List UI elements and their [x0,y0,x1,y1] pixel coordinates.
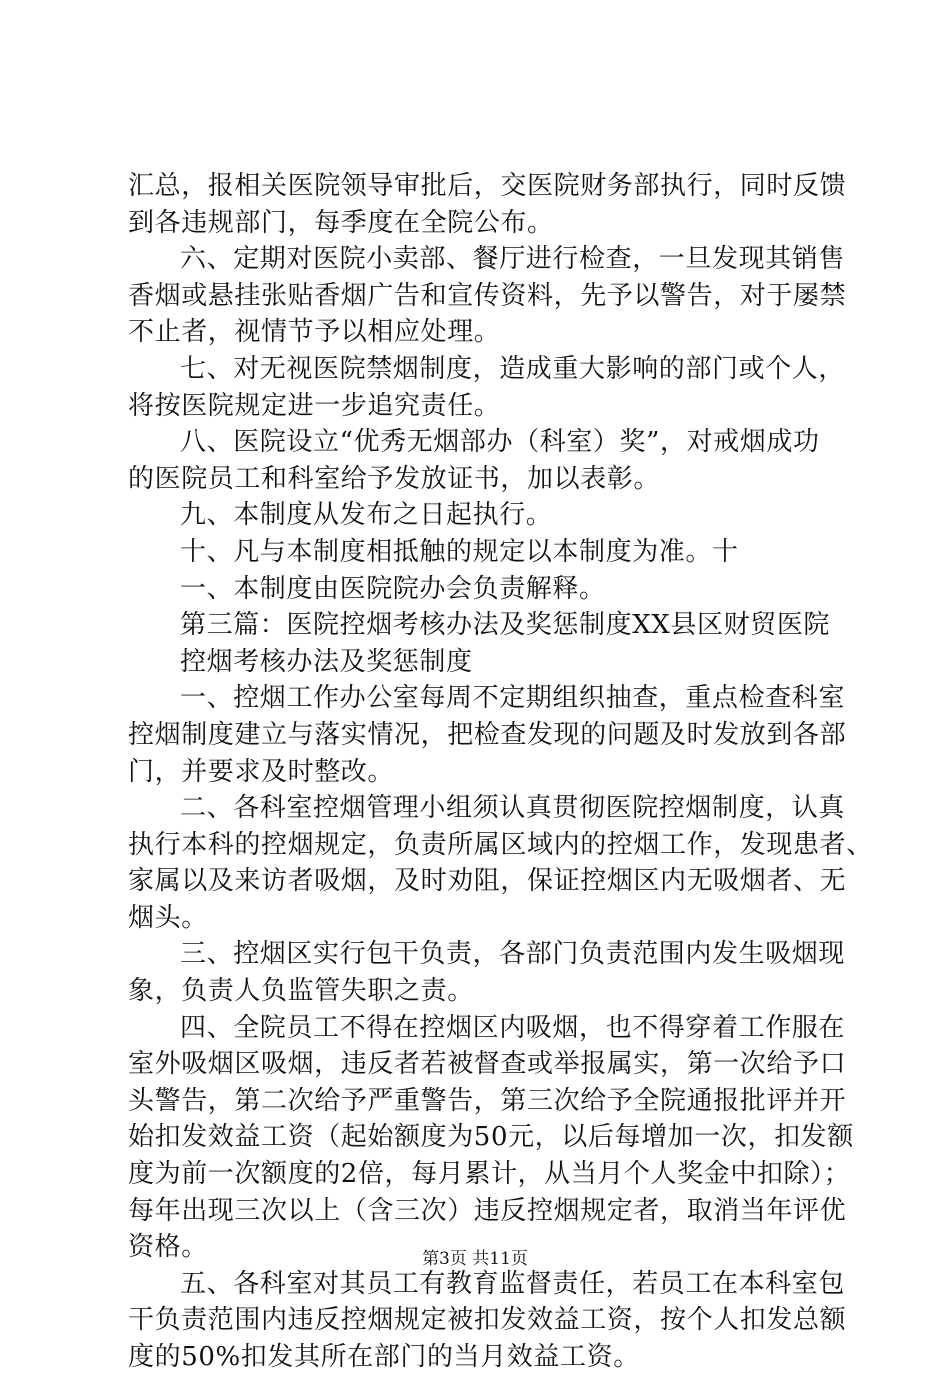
text-line: 烟头。 [128,902,208,933]
text-line: 象，负责人负监管失职之责。 [128,976,474,1007]
text-line: 到各违规部门，每季度在全院公布。 [128,207,554,238]
text-line: 头警告，第二次给予严重警告，第三次给予全院通报批评并开 [128,1085,847,1116]
text-line: 十、凡与本制度相抵触的规定以本制度为准。十 [180,536,739,567]
document-body [128,168,873,1376]
text-line: 将按医院规定进一步追究责任。 [128,390,501,421]
section-heading: 控烟考核办法及奖惩制度 [180,646,473,677]
section-heading: 第三篇：医院控烟考核办法及奖惩制度XX县区财贸医院 [180,610,831,641]
text-line: 香烟或悬挂张贴香烟广告和宣传资料，先予以警告，对于屡禁 [128,280,847,311]
text-line: 六、定期对医院小卖部、餐厅进行检查，一旦发现其销售 [180,244,846,275]
text-line: 控烟制度建立与落实情况，把检查发现的问题及时发放到各部 [128,719,847,750]
text-line: 三、控烟区实行包干负责，各部门负责范围内发生吸烟现 [180,939,846,970]
text-line: 四、全院员工不得在控烟区内吸烟，也不得穿着工作服在 [180,1012,846,1043]
text-line: 室外吸烟区吸烟，违反者若被督查或举报属实，第一次给予口 [128,1049,847,1080]
text-line: 一、本制度由医院院办会负责解释。 [180,573,606,604]
text-line: 一、控烟工作办公室每周不定期组织抽查，重点检查科室 [180,683,846,714]
text-line: 执行本科的控烟规定，负责所属区域内的控烟工作，发现患者、 [128,829,873,860]
text-line: 度的50%扣发其所在部门的当月效益工资。 [128,1342,640,1372]
text-line: 二、各科室控烟管理小组须认真贯彻医院控烟制度，认真 [180,793,846,824]
text-line: 九、本制度从发布之日起执行。 [180,500,553,531]
text-line: 七、对无视医院禁烟制度，造成重大影响的部门或个人， [180,353,846,384]
text-line: 家属以及来访者吸烟，及时劝阻，保证控烟区内无吸烟者、无 [128,866,847,897]
text-line: 汇总，报相关医院领导审批后，交医院财务部执行，同时反馈 [128,171,847,201]
page-number-footer: 第3页 共11页 [422,1249,528,1269]
text-line: 每年出现三次以上（含三次）违反控烟规定者，取消当年评优 [128,1195,847,1226]
text-line: 度为前一次额度的2倍，每月累计，从当月个人奖金中扣除）； [128,1159,851,1190]
text-line: 的医院员工和科室给予发放证书，加以表彰。 [128,463,661,494]
text-line: 五、各科室对其员工有教育监督责任，若员工在本科室包 [180,1268,846,1299]
text-line: 资格。 [128,1232,208,1263]
text-line: 不止者，视情节予以相应处理。 [128,317,501,348]
text-line: 干负责范围内违反控烟规定被扣发效益工资，按个人扣发总额 [128,1305,847,1336]
text-line: 始扣发效益工资（起始额度为50元，以后每增加一次，扣发额 [128,1122,854,1153]
text-line: 八、医院设立“优秀无烟部办（科室）奖”，对戒烟成功 [180,427,820,458]
text-line: 门，并要求及时整改。 [128,756,395,787]
